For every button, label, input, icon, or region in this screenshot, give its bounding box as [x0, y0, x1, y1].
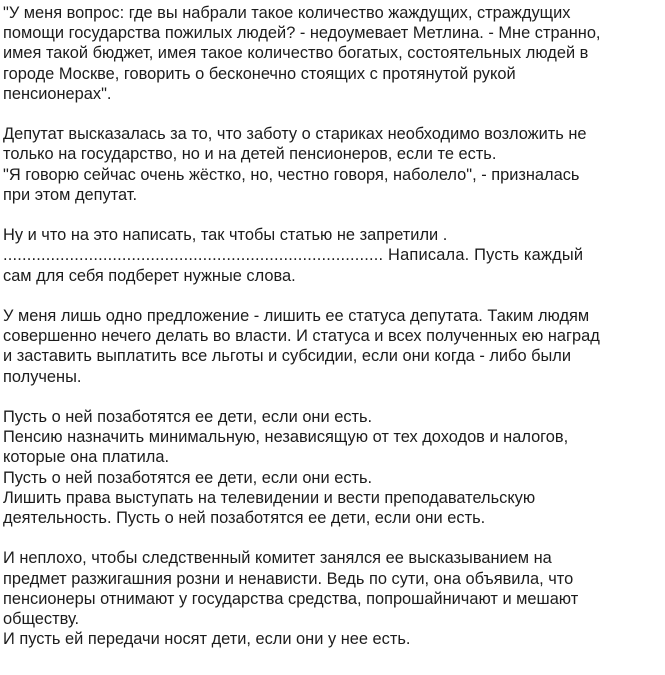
- paragraph-comment-intro: [3, 225, 665, 286]
- text-line: Пусть о ней позаботятся ее дети, если они есть.: [3, 408, 373, 426]
- text-line: и заставить выплатить все льготы и субсидии, если они когда - либо были: [3, 347, 571, 366]
- text-line: Пусть о ней позаботятся ее дети, если они есть.: [3, 468, 373, 487]
- text-line: И пусть ей передачи носят дети, если они у нее есть.: [3, 630, 411, 649]
- text-line: Ну и что на это написать, так чтобы статью не запретили .: [3, 226, 448, 245]
- text-line: которые она платила.: [3, 448, 170, 467]
- text-line: совершенно нечего делать во власти. И статуса и всех полученных ею наград: [3, 327, 600, 346]
- text-line: "У меня вопрос: где вы набрали такое количество жаждущих, страждущих: [3, 4, 571, 22]
- text-line: пенсионеры отнимают у государства средства, попрошайничают и мешают: [3, 589, 579, 608]
- text-line-dotted: ................................................................................ Написала. Пусть каждый: [3, 246, 584, 265]
- text-line: Депутат высказалась за то, что заботу о стариках необходимо возложить не: [3, 125, 587, 144]
- text-line: "Я говорю сейчас очень жёстко, но, честно говоря, наболело", - призналась: [3, 165, 580, 184]
- text-line: обществу.: [3, 610, 80, 629]
- text-line: И неплохо, чтобы следственный комитет занялся ее высказыванием на: [3, 549, 552, 568]
- text-line: Пенсию назначить минимальную, независящую от тех доходов и налогов,: [3, 428, 569, 447]
- text-line: имея такой бюджет, имея такое количество богатых, состоятельных людей в: [3, 44, 589, 63]
- text-line: Лишить права выступать на телевидении и вести преподавательскую: [3, 488, 536, 507]
- text-line: помощи государства пожилых людей? - недоумевает Метлина. - Мне странно,: [3, 24, 601, 43]
- text-line: получены.: [3, 367, 82, 386]
- paragraph-quote: [3, 3, 665, 104]
- text-line: У меня лишь одно предложение - лишить ее статуса депутата. Таким людям: [3, 307, 590, 325]
- text-line: предмет разжигашния розни и ненависти. Ведь по сути, она объявила, что: [3, 569, 574, 588]
- text-line: деятельность. Пусть о ней позаботятся ее дети, если они есть.: [3, 509, 486, 528]
- text-line: только на государство, но и на детей пенсионеров, если те есть.: [3, 145, 497, 164]
- text-line: пенсионерах".: [3, 84, 112, 103]
- text-line: сам для себя подберет нужные слова.: [3, 266, 296, 285]
- paragraph-measures: [3, 407, 665, 528]
- text-line: городе Москве, говорить о бесконечно стоящих с протянутой рукой: [3, 64, 516, 83]
- paragraph-deputy-statement: [3, 124, 665, 205]
- text-line: при этом депутат.: [3, 185, 138, 204]
- paragraph-conclusion: [3, 548, 665, 649]
- paragraph-proposal: [3, 306, 665, 387]
